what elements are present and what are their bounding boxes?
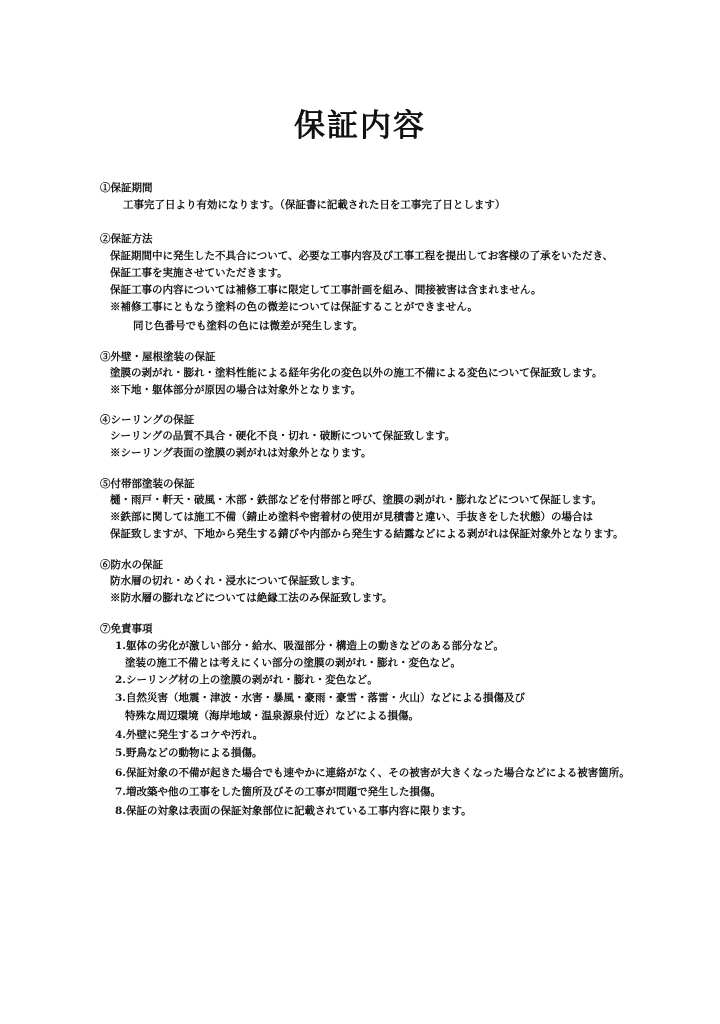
exemption-item-6: 6.保証対象の不備が起きた場合でも速やかに連絡がなく、その被害が大きくなった場合などによる被害箇所。: [115, 767, 630, 779]
warranty-method-line-1: 保証期間中に発生した不具合について、必要な工事内容及び工事工程を提出してお客様の了承をいただき、: [110, 250, 614, 262]
section-heading-exemptions: ⑦免責事項: [100, 623, 153, 635]
exemption-item-1a: 1.躯体の劣化が激しい部分・給水、吸湿部分・構造上の動きなどのある部分など。: [115, 640, 504, 652]
attached-parts-line-2: ※鉄部に関しては施工不備（錆止め塗料や密着材の使用が見積書と違い、手抜きをした状態）の場合は: [110, 511, 593, 523]
wall-roof-line-1: 塗膜の剥がれ・膨れ・塗料性能による経年劣化の変色以外の施工不備による変色について保証致します。: [110, 367, 603, 379]
warranty-method-line-2: 保証工事を実施させていただきます。: [110, 267, 288, 279]
exemption-item-3b: 特殊な周辺環境（海岸地域・温泉源泉付近）などによる損傷。: [125, 710, 419, 722]
section-heading-warranty-period: ①保証期間: [100, 182, 153, 194]
exemption-item-3a: 3.自然災害（地震・津波・水害・暴風・豪雨・豪雪・落雷・火山）などによる損傷及び: [115, 692, 525, 704]
warranty-method-line-3: 保証工事の内容については補修工事に限定して工事計画を組み、間接被害は含まれません。: [110, 284, 542, 296]
warranty-method-line-4: ※補修工事にともなう塗料の色の微差については保証することができません。: [110, 301, 478, 313]
attached-parts-line-3: 保証致しますが、下地から発生する錆びや内部から発生する結露などによる剥がれは保証対象外となります。: [110, 528, 624, 540]
section-heading-warranty-method: ②保証方法: [100, 233, 153, 245]
waterproof-line-1: 防水層の切れ・めくれ・浸水について保証致します。: [110, 575, 361, 587]
warranty-period-text: 工事完了日より有効になります。（保証書に記載された日を工事完了日とします）: [123, 199, 506, 211]
waterproof-line-2: ※防水層の膨れなどについては絶縁工法のみ保証致します。: [110, 592, 393, 604]
page-title: 保証内容: [294, 108, 426, 144]
exemption-item-4: 4.外壁に発生するコケや汚れ。: [115, 729, 264, 741]
attached-parts-line-1: 樋・雨戸・軒天・破風・木部・鉄部などを付帯部と呼び、塗膜の剥がれ・膨れなどについて保証します。: [110, 494, 603, 506]
wall-roof-line-2: ※下地・躯体部分が原因の場合は対象外となります。: [110, 384, 362, 396]
section-heading-wall-roof: ③外壁・屋根塗装の保証: [100, 351, 216, 363]
section-heading-sealing: ④シーリングの保証: [100, 414, 195, 426]
exemption-item-1b: 塗装の施工不備とは考えにくい部分の塗膜の剥がれ・膨れ・変色など。: [125, 657, 461, 669]
exemption-item-8: 8.保証の対象は表面の保証対象部位に記載されている工事内容に限ります。: [115, 805, 472, 817]
exemption-item-5: 5.野鳥などの動物による損傷。: [115, 747, 263, 759]
exemption-item-7: 7.増改築や他の工事をした箇所及びその工事が問題で発生した損傷。: [115, 786, 441, 798]
warranty-method-line-5: 同じ色番号でも塗料の色には微差が発生します。: [133, 320, 364, 332]
sealing-line-1: シーリングの品質不具合・硬化不良・切れ・破断について保証致します。: [110, 430, 456, 442]
section-heading-attached-parts: ⑤付帯部塗装の保証: [100, 478, 195, 490]
section-heading-waterproof: ⑥防水の保証: [100, 559, 163, 571]
exemption-item-2: 2.シーリング材の上の塗膜の剥がれ・膨れ・変色など。: [115, 674, 378, 686]
sealing-line-2: ※シーリング表面の塗膜の剥がれは対象外となります。: [110, 447, 372, 459]
